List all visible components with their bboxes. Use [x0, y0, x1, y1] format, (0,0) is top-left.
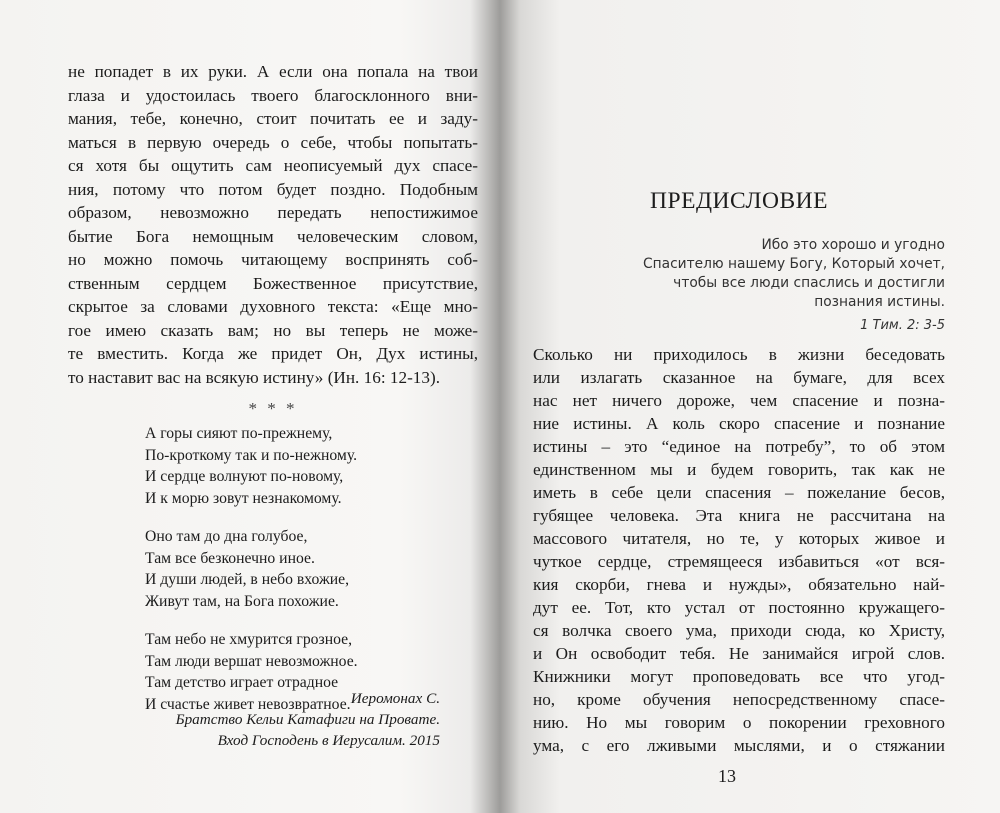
poem-stanza [145, 526, 478, 612]
poem-line: Оно там до дна голубое, [145, 528, 308, 545]
poem-line: А горы сияют по-прежнему, [145, 425, 333, 442]
text-line: но можно помочь читающему воспринять соб- [68, 250, 478, 269]
right-page [533, 170, 945, 757]
poem-line: Живут там, на Бога похожие. [145, 592, 339, 610]
poem-line: И души людей, в небо вхожие, [145, 571, 350, 588]
epigraph [533, 236, 945, 312]
text-line: скрытое за словами духовного текста: «Еще мно- [68, 297, 478, 316]
epigraph-source: 1 Тим. 2: 3-5 [860, 318, 945, 333]
text-line: но, кроме обучения непосредственному спасе- [533, 690, 945, 709]
text-line: гое имею сказать вам; но вы теперь не може- [68, 320, 478, 340]
left-page [68, 60, 478, 732]
text-line: Книжники могут проповедовать все что угод- [533, 667, 945, 686]
poem-line: И счастье живет невозвратное. [145, 695, 351, 713]
text-line: иметь в себе цели спасения – пожелание бесов, [533, 483, 945, 502]
poem [145, 423, 478, 715]
left-prose [68, 60, 478, 389]
poem-line: Там люди вершат невозможное. [145, 652, 358, 670]
text-line: массового читателя, но те, у которых живое и [533, 529, 945, 548]
poem-line: И к морю зовут незнакомому. [145, 489, 342, 507]
epigraph-line: Спасителю нашему Богу, Который хочет, [642, 256, 945, 272]
text-line: глаза и удостоилась твоего благосклонного вни- [68, 85, 478, 105]
signature-place: Братство Кельи Катафиги на Провате. [175, 711, 440, 728]
text-line: ума, с его лживыми мыслями, и о стяжании [533, 736, 945, 755]
text-line: маться в первую очередь о себе, чтобы попытать- [68, 132, 478, 152]
right-prose [533, 343, 945, 757]
text-line: нас нет ничего дороже, чем спасение и позна- [533, 391, 945, 410]
epigraph-line: чтобы все люди спаслись и достигли [673, 275, 945, 291]
signature-author: Иеромонах С. [350, 690, 440, 707]
text-line: ния, потому что потом будет поздно. Подобным [68, 179, 478, 199]
poem-line: И сердце волнуют по-новому, [145, 468, 344, 485]
text-line: дут ее. Тот, кто устал от постоянно кружащего- [533, 598, 945, 617]
epigraph-line: познания истины. [814, 294, 945, 310]
signature-date: Вход Господень в Иерусалим. 2015 [217, 732, 440, 749]
text-line: Сколько ни приходилось в жизни беседовать [533, 345, 945, 364]
poem-line: Там детство играет отрадное [145, 674, 339, 691]
text-line: кия скорби, гнева и нужды», обязательно най- [533, 575, 945, 594]
text-line: то наставит вас на всякую истину» (Ин. 16: 12-13). [68, 367, 441, 387]
text-line: губящее человека. Эта книга не рассчитана на [533, 506, 945, 525]
poem-line: По-кроткому так и по-нежному. [145, 446, 358, 464]
text-line: образом, невозможно передать непостижимое [68, 203, 478, 222]
epigraph-line: Ибо это хорошо и угодно [761, 237, 945, 253]
text-line: бытие Бога немощным человеческим словом, [68, 226, 478, 246]
text-line: и Он освободит тебя. Не занимайся игрой слов. [533, 644, 945, 663]
text-line: или излагать сказанное на бумаге, для всех [533, 368, 945, 387]
text-line: единственном мы и будем говорить, так как не [533, 460, 945, 479]
page-number: 13 [718, 766, 736, 786]
poem-signature [120, 688, 440, 751]
section-separator: * * * [248, 399, 298, 418]
text-line: нию. Но мы говорим о покорении греховного [533, 713, 945, 732]
chapter-title: ПРЕДИСЛОВИЕ [650, 188, 828, 214]
poem-line: Там небо не хмурится грозное, [145, 631, 353, 648]
poem-stanza [145, 423, 478, 509]
poem-line: Там все безконечно иное. [145, 549, 315, 567]
text-line: те вместить. Когда же придет Он, Дух истины, [68, 344, 478, 363]
text-line: истины – это “единое на потребу”, то об этом [533, 437, 945, 456]
text-line: не попадет в их руки. А если она попала на твои [68, 62, 478, 81]
text-line: чуткое сердце, стремящееся избавиться «от вся- [533, 552, 945, 571]
text-line: ние истины. А коль скоро спасение и познание [533, 414, 945, 433]
text-line: ся волчка своего ума, приходи сюда, ко Христу, [533, 621, 945, 640]
text-line: ственным сердцем Божественное присутствие, [68, 273, 478, 293]
text-line: ся хотя бы ощутить сам неописуемый дух спасе- [68, 156, 478, 175]
text-line: мания, тебе, конечно, стоит почитать ее и заду- [68, 109, 478, 128]
